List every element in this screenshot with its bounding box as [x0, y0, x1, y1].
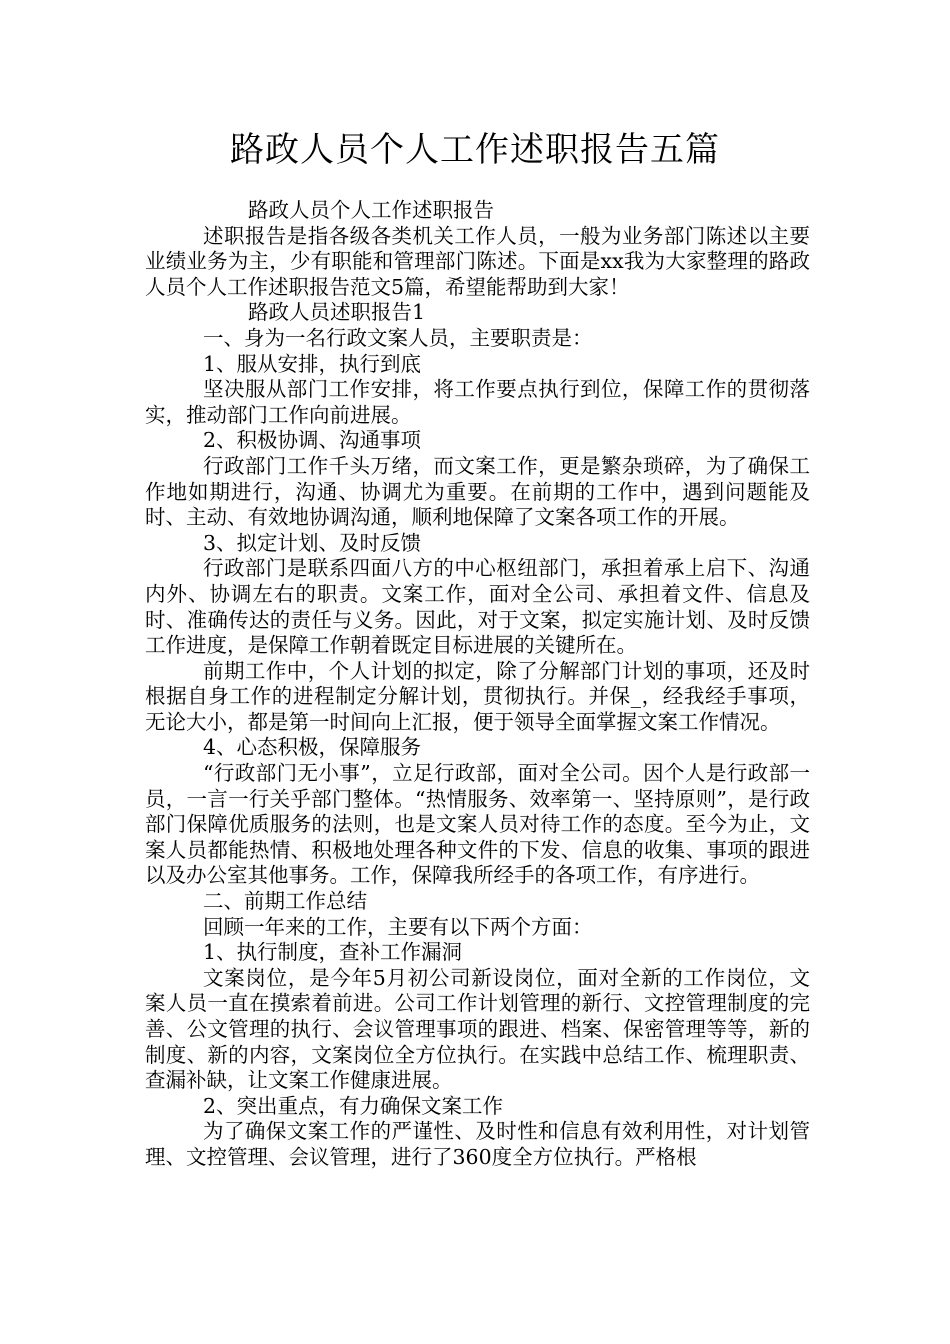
body-paragraph: 3、拟定计划、及时反馈: [203, 530, 422, 555]
body-paragraph: 1、执行制度，查补工作漏洞: [203, 940, 463, 965]
body-paragraph: 述职报告是指各级各类机关工作人员，一般为业务部门陈述以主要业绩业务为主，少有职能和管理部门陈述。下面是xx我为大家整理的路政人员个人工作述职报告范文5篇，希望能帮助到大家！: [145, 223, 810, 299]
body-paragraph: 回顾一年来的工作，主要有以下两个方面：: [203, 914, 593, 939]
body-paragraph: 2、突出重点，有力确保文案工作: [203, 1093, 504, 1118]
body-paragraph: 4、心态积极，保障服务: [203, 735, 422, 760]
body-paragraph: 行政部门是联系四面八方的中心枢纽部门，承担着承上启下、沟通内外、协调左右的职责。文案工作，面对全公司、承担着文件、信息及时、准确传达的责任与义务。因此，对于文案，拟定实施计划、及时反馈工作进度，是保障工作朝着既定目标进展的关键所在。: [145, 556, 810, 658]
body-paragraph: 行政部门工作千头万绪，而文案工作，更是繁杂琐碎，为了确保工作地如期进行，沟通、协调尤为重要。在前期的工作中，遇到问题能及时、主动、有效地协调沟通，顺利地保障了文案各项工作的开展。: [145, 453, 810, 530]
body-paragraph: 文案岗位，是今年5月初公司新设岗位，面对全新的工作岗位，文案人员一直在摸索着前进。公司工作计划管理的新行、文控管理制度的完善、公文管理的执行、会议管理事项的跟进、档案、保密管理等等，新的制度、新的内容，文案岗位全方位执行。在实践中总结工作、梳理职责、查漏补缺，让文案工作健康进展。: [145, 965, 810, 1093]
body-paragraph: 1、服从安排，执行到底: [203, 351, 422, 376]
body-paragraph: 一、身为一名行政文案人员，主要职责是：: [203, 325, 593, 350]
document-title: 路政人员个人工作述职报告五篇: [230, 130, 720, 170]
body-paragraph: 前期工作中，个人计划的拟定，除了分解部门计划的事项，还及时根据自身工作的进程制定分解计划，贯彻执行。并保_，经我经手事项，无论大小，都是第一时间向上汇报，便于领导全面掌握文案工作情况。: [145, 658, 810, 734]
document-body: [145, 198, 810, 1171]
body-paragraph: 2、积极协调、沟通事项: [203, 428, 422, 453]
body-paragraph: 二、前期工作总结: [203, 889, 367, 914]
body-paragraph: 路政人员个人工作述职报告: [248, 198, 494, 222]
body-paragraph: “行政部门无小事”，立足行政部，面对全公司。因个人是行政部一员，一言一行关乎部门整体。“热情服务、效率第一、坚持原则”，是行政部门保障优质服务的法则，也是文案人员对待工作的态度。至今为止，文案人员都能热情、积极地处理各种文件的下发、信息的收集、事项的跟进以及办公室其他事务。工作，保障我所经手的各项工作，有序进行。: [145, 761, 810, 888]
body-paragraph: 路政人员述职报告1: [248, 300, 426, 325]
body-paragraph: 坚决服从部门工作安排，将工作要点执行到位，保障工作的贯彻落实，推动部门工作向前进展。: [145, 377, 810, 427]
body-paragraph: 为了确保文案工作的严谨性、及时性和信息有效利用性，对计划管理、文控管理、会议管理，进行了360度全方位执行。严格根: [145, 1119, 810, 1169]
